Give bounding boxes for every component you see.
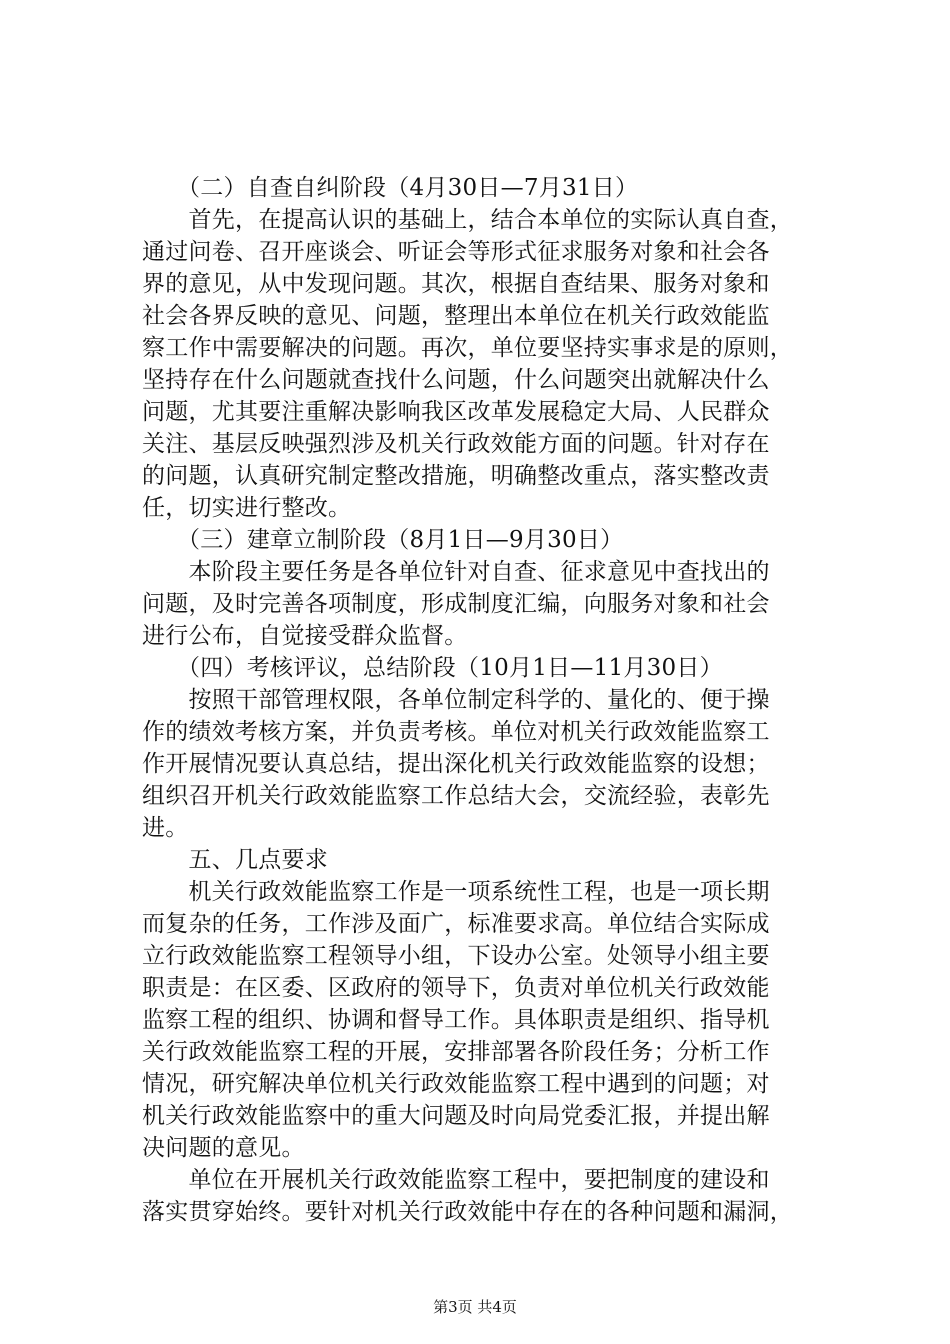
text-line: 职责是：在区委、区政府的领导下，负责对单位机关行政效能: [142, 975, 770, 1001]
text-line: （四）考核评议，总结阶段（10月1日—11月30日）: [142, 655, 723, 681]
text-line: 监察工程的组织、协调和督导工作。具体职责是组织、指导机: [142, 1007, 770, 1033]
text-line: 组织召开机关行政效能监察工作总结大会，交流经验，表彰先: [142, 783, 770, 809]
text-line: 落实贯穿始终。要针对机关行政效能中存在的各种问题和漏洞，: [142, 1199, 793, 1225]
text-line: 单位在开展机关行政效能监察工程中，要把制度的建设和: [142, 1167, 770, 1193]
text-line: 问题，及时完善各项制度，形成制度汇编，向服务对象和社会: [142, 591, 770, 617]
text-line: 关注、基层反映强烈涉及机关行政效能方面的问题。针对存在: [142, 431, 770, 457]
text-line: 按照干部管理权限，各单位制定科学的、量化的、便于操: [142, 687, 770, 713]
text-line: 首先，在提高认识的基础上，结合本单位的实际认真自查，: [142, 207, 793, 233]
text-line: 五、几点要求: [142, 847, 328, 873]
text-line: 情况，研究解决单位机关行政效能监察工程中遇到的问题；对: [142, 1071, 770, 1097]
text-line: 的问题，认真研究制定整改措施，明确整改重点，落实整改责: [142, 463, 770, 489]
text-line: 机关行政效能监察工作是一项系统性工程，也是一项长期: [142, 879, 770, 905]
text-line: 社会各界反映的意见、问题，整理出本单位在机关行政效能监: [142, 303, 770, 329]
text-line: （二）自查自纠阶段（4月30日—7月31日）: [142, 175, 639, 201]
text-line: 进行公布，自觉接受群众监督。: [142, 623, 468, 649]
text-line: 而复杂的任务，工作涉及面广，标准要求高。单位结合实际成: [142, 911, 770, 937]
text-line: 问题，尤其要注重解决影响我区改革发展稳定大局、人民群众: [142, 399, 770, 425]
text-line: 进。: [142, 815, 189, 841]
text-line: 作开展情况要认真总结，提出深化机关行政效能监察的设想；: [142, 751, 770, 777]
page-number-footer: 第3页 共4页: [433, 1298, 517, 1316]
text-line: 立行政效能监察工程领导小组，下设办公室。处领导小组主要: [142, 943, 770, 969]
text-line: 界的意见，从中发现问题。其次，根据自查结果、服务对象和: [142, 271, 770, 297]
text-line: 机关行政效能监察中的重大问题及时向局党委汇报，并提出解: [142, 1103, 770, 1129]
text-line: （三）建章立制阶段（8月1日—9月30日）: [142, 527, 624, 553]
text-line: 作的绩效考核方案，并负责考核。单位对机关行政效能监察工: [142, 719, 770, 745]
text-line: 坚持存在什么问题就查找什么问题，什么问题突出就解决什么: [142, 367, 770, 393]
text-line: 通过问卷、召开座谈会、听证会等形式征求服务对象和社会各: [142, 239, 770, 265]
text-line: 决问题的意见。: [142, 1135, 305, 1161]
text-line: 任，切实进行整改。: [142, 495, 352, 521]
text-line: 关行政效能监察工程的开展，安排部署各阶段任务；分析工作: [142, 1039, 770, 1065]
text-line: 察工作中需要解决的问题。再次，单位要坚持实事求是的原则，: [142, 335, 793, 361]
document-body: [142, 172, 832, 1228]
text-line: 本阶段主要任务是各单位针对自查、征求意见中查找出的: [142, 559, 770, 585]
